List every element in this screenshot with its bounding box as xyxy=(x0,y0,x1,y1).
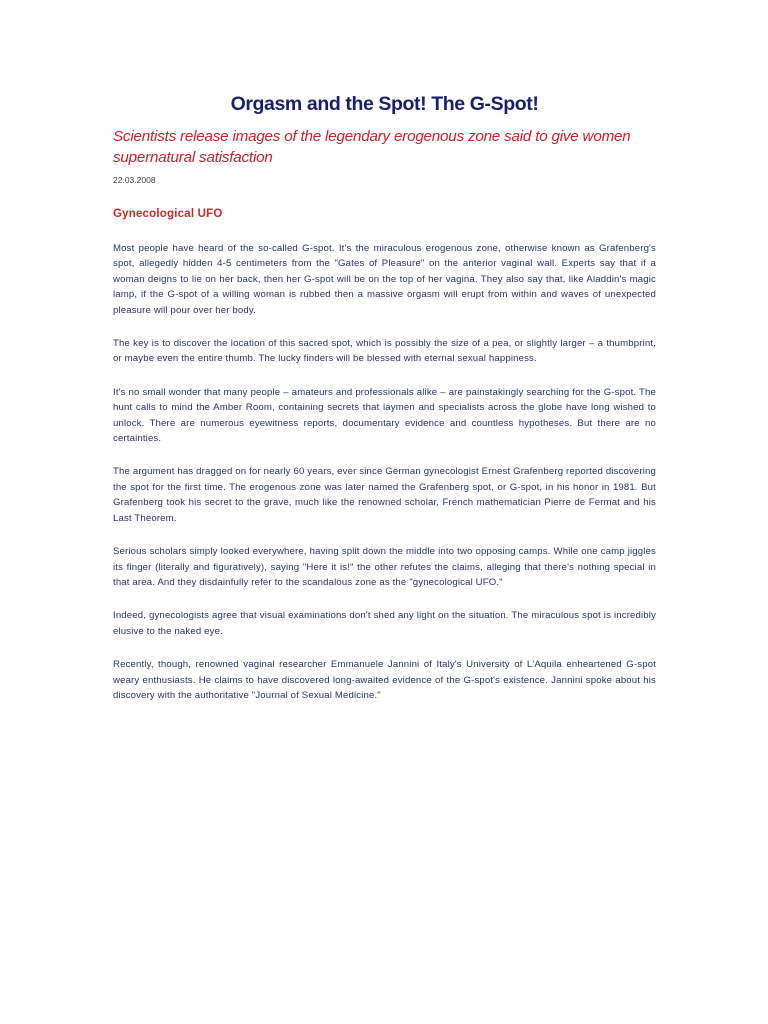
paragraph: Most people have heard of the so-called G-spot. It's the miraculous erogenous zone, otherwise known as Grafenberg's spot, allegedly hidden 4-5 centimeters from the "Gates of Pleasure" on the anterior vaginal wall. Experts say that if a woman deigns to lie on her back, then her G-spot will be on the top of her vagina. They also say that, like Aladdin's magic lamp, if the G-spot of a willing woman is rubbed then a massive orgasm will erupt from within and waves of unexpected pleasure will pour over her body. xyxy=(113,243,656,316)
paragraph: The argument has dragged on for nearly 60 years, ever since German gynecologist Ernest Grafenberg reported discovering the spot for the first time. The erogenous zone was later named the Grafenberg spot, or G-spot, in his honor in 1981. But Grafenberg took his secret to the grave, much like the renowned scholar, French mathematician Pierre de Fermat and his Last Theorem. xyxy=(113,466,656,524)
article-date: 22.03.2008 xyxy=(113,175,156,185)
article-subtitle: Scientists release images of the legendary erogenous zone said to give women supernatural satisfaction xyxy=(113,128,631,166)
paragraph: It's no small wonder that many people – amateurs and professionals alike – are painstakingly searching for the G-spot. The hunt calls to mind the Amber Room, containing secrets that laymen and specialists across the globe have long wished to unlock. There are numerous eyewitness reports, documentary evidence and countless hypotheses. But there are no certainties. xyxy=(113,386,656,445)
paragraph: Recently, though, renowned vaginal researcher Emmanuele Jannini of Italy's University of L'Aquila enheartened G-spot weary enthusiasts. He claims to have discovered long-awaited evidence of the G-spot's existence. Jannini spoke about his discovery with the authoritative "Journal of Sexual Medicine." xyxy=(113,659,656,701)
paragraph: Serious scholars simply looked everywhere, having split down the middle into two opposing camps. While one camp jiggles its finger (literally and figuratively), saying "Here it is!" the other refutes the claims, alleging that there's nothing special in that area. And they disdainfully refer to the scandalous zone as the "gynecological UFO." xyxy=(113,546,656,588)
paragraph: The key is to discover the location of this sacred spot, which is possibly the size of a pea, or slightly larger – a thumbprint, or maybe even the entire thumb. The lucky finders will be blessed with eternal sexual happiness. xyxy=(113,338,656,365)
paragraph: Indeed, gynecologists agree that visual examinations don't shed any light on the situation. The miraculous spot is incredibly elusive to the naked eye. xyxy=(113,610,656,637)
section-heading: Gynecological UFO xyxy=(113,208,223,220)
article-title: Orgasm and the Spot! The G-Spot! xyxy=(230,93,539,115)
article-body xyxy=(113,241,656,703)
